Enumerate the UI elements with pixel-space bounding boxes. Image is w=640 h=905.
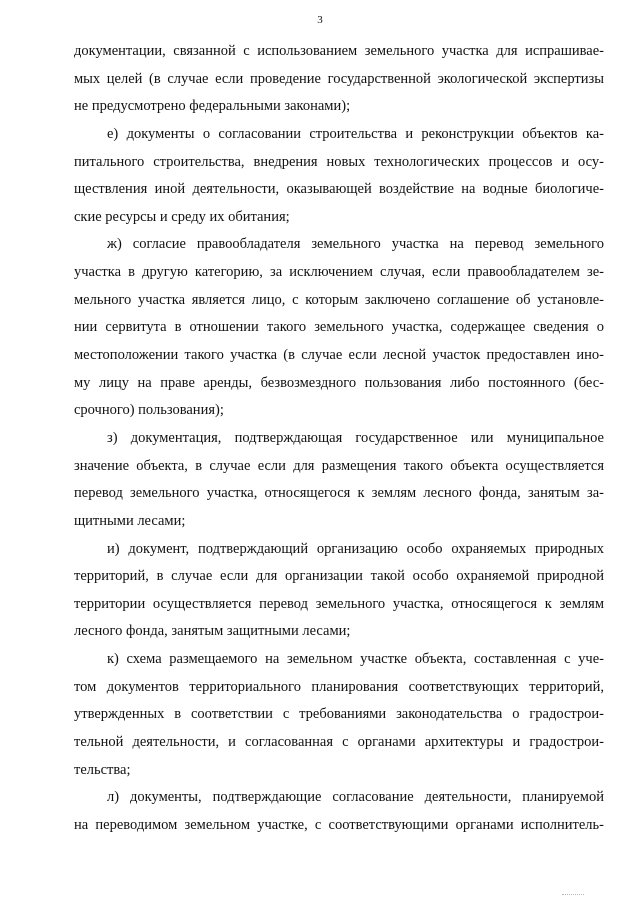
text-line: документации, связанной с использованием земельного участка для испрашивае- — [74, 43, 604, 59]
page-number: 3 — [317, 14, 323, 26]
text-line: з) документация, подтверждающая государственное или муниципальное — [107, 429, 604, 446]
text-line: местоположении такого участка (в случае если лесной участок предоставлен ино- — [74, 347, 604, 364]
text-line: том документов территориального планирования соответствующих территорий, — [74, 678, 604, 695]
scan-artifact — [562, 894, 584, 899]
text-line: мых целей (в случае если проведение государственной экологической экспертизы — [74, 70, 604, 87]
text-line: лесного фонда, занятым защитными лесами; — [74, 623, 351, 640]
text-line: ские ресурсы и среду их обитания; — [74, 208, 290, 225]
text-line: участка в другую категорию, за исключением случая, если правообладателем зе- — [74, 264, 604, 281]
text-line: е) документы о согласовании строительства и реконструкции объектов ка- — [107, 125, 604, 142]
text-line: нии сервитута в отношении такого земельного участка, содержащее сведения о — [74, 319, 604, 336]
document-body — [74, 38, 604, 840]
text-line: перевод земельного участка, относящегося к землям лесного фонда, занятым за- — [74, 485, 604, 502]
text-line: щитными лесами; — [74, 512, 186, 529]
text-line: тельной деятельности, и согласованная с органами архитектуры и градострои- — [74, 734, 604, 751]
text-line: му лицу на праве аренды, безвозмездного пользования либо постоянного (бес- — [74, 374, 604, 391]
text-line: срочного) пользования); — [74, 402, 224, 419]
text-line: территорий, в случае если для организации такой особо охраняемой природной — [74, 568, 604, 585]
text-line: тельства; — [74, 761, 131, 778]
text-line: и) документ, подтверждающий организацию особо охраняемых природных — [107, 540, 604, 557]
text-line: к) схема размещаемого на земельном участке объекта, составленная с уче- — [107, 651, 604, 668]
text-line: мельного участка является лицо, с которым заключено соглашение об установле- — [74, 291, 604, 308]
text-line: питального строительства, внедрения новых технологических процессов и осу- — [74, 153, 604, 170]
text-line: л) документы, подтверждающие согласование деятельности, планируемой — [107, 789, 604, 806]
text-line: не предусмотрено федеральными законами); — [74, 98, 351, 115]
text-line: значение объекта, в случае если для размещения такого объекта осуществляется — [74, 457, 604, 474]
text-line: ществления иной деятельности, оказывающей воздействие на водные биологиче- — [74, 181, 604, 198]
text-line: утвержденных в соответствии с требованиями законодательства о градострои- — [74, 706, 604, 723]
text-line: территории осуществляется перевод земельного участка, относящегося к землям — [74, 595, 604, 612]
text-line: на переводимом земельном участке, с соответствующими органами исполнитель- — [74, 816, 604, 833]
text-line: ж) согласие правообладателя земельного участка на перевод земельного — [107, 236, 604, 253]
